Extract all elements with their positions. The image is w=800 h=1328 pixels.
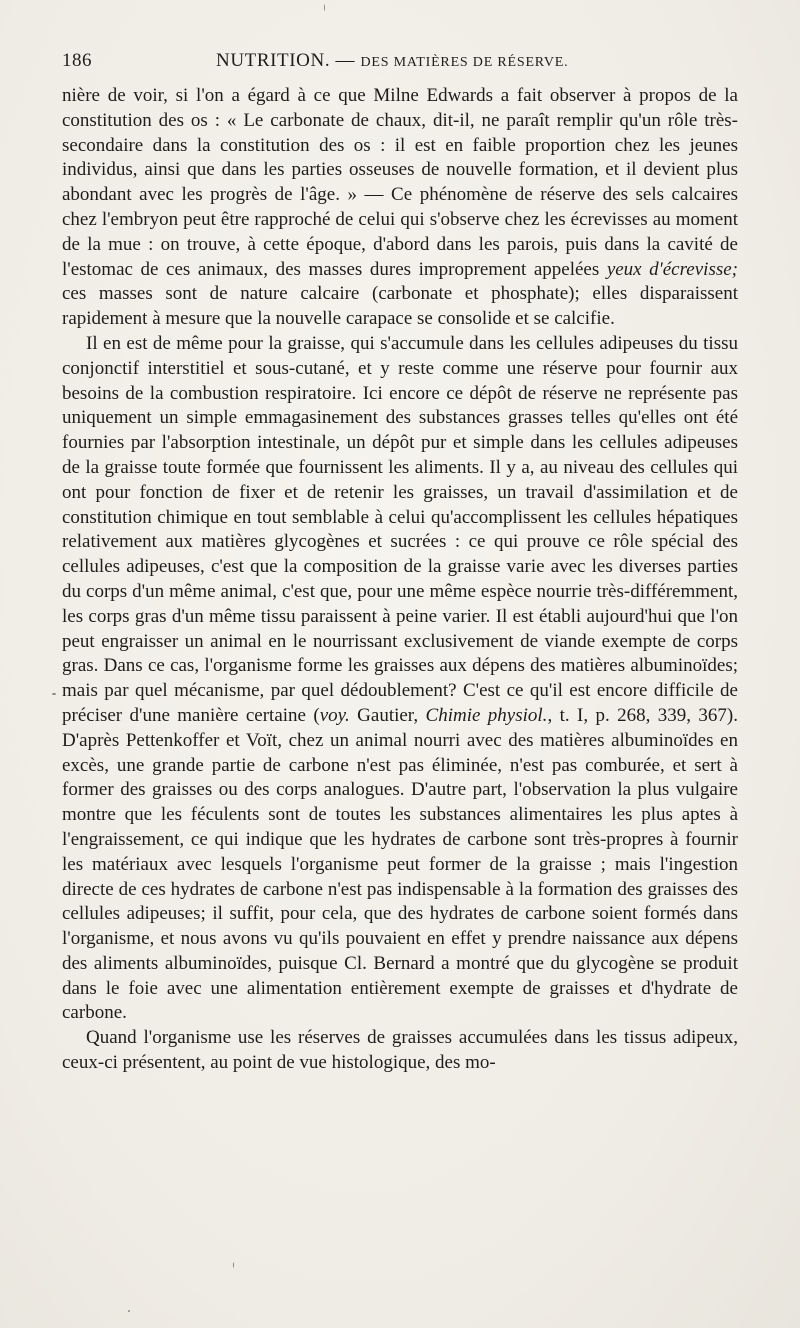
running-title-main: NUTRITION. [216, 50, 331, 71]
paragraph-1 [62, 84, 738, 332]
paragraph-2-text-c: , t. I, p. 268, 339, 367). D'après Pettenkoffer et Voït, chez un animal nourri avec des matières albuminoïdes en excès, une grande partie de carbone n'est pas éliminée, n'est pas comburée, et sert à former des graisses ou des corps analogues. D'autre part, l'observation la plus vulgaire montre que les féculents sont de toutes les substances alimentaires les plus aptes à l'engraissement, ce qui indique que les hydrates de carbone sont très-propres à fournir les matériaux avec lesquels l'organisme peut former de la graisse ; mais l'ingestion directe de ces hydrates de carbone n'est pas indispensable à la formation des graisses des cellules adipeuses; il suffit, pour cela, que des hydrates de carbone soient formés dans l'organisme, et nous avons vu qu'ils pouvaient en effet y prendre naissance aux dépens des aliments albuminoïdes, puisque Cl. Bernard a montré que du glycogène se produit dans le foie avec une alimentation entièrement exempte de graisses et d'hydrate de carbone. [62, 704, 738, 1024]
paper-speck [324, 4, 325, 11]
running-title-dash: — [335, 50, 356, 71]
body-text [62, 84, 738, 1076]
running-title-sub: DES MATIÈRES DE RÉSERVE. [360, 55, 569, 70]
paragraph-2-italic-chimie: Chimie physiol. [425, 704, 548, 726]
paragraph-2 [62, 332, 738, 1026]
paper-speck [233, 1262, 234, 1268]
paper-speck [128, 1310, 130, 1312]
paragraph-1-text-b: ces masses sont de nature calcaire (carbonate et phosphate); elles disparaissent rapidement à mesure que la nouvelle carapace se consolide et se calcifie. [62, 283, 738, 330]
paragraph-1-text-a: nière de voir, si l'on a égard à ce que Milne Edwards a fait observer à propos de la constitution des os : « Le carbonate de chaux, dit-il, ne paraît remplir qu'un rôle très-secondaire dans la constitution des os : il est en faible proportion chez les jeunes individus, ainsi que dans les parties osseuses de nouvelle formation, et il devient plus abondant avec les progrès de l'âge. » — Ce phénomène de réserve des sels calcaires chez l'embryon peut être rapproché de celui qui s'observe chez les écrevisses au moment de la mue : on trouve, à cette époque, d'abord dans les parois, puis dans la cavité de l'estomac de ces animaux, des masses dures improprement appelées [62, 85, 738, 280]
paragraph-2-italic-voy: voy. [319, 704, 350, 726]
running-title [216, 50, 568, 72]
paragraph-2-text-b: Gautier, [349, 704, 426, 726]
page-number: 186 [62, 50, 92, 71]
page-header [62, 48, 738, 74]
paragraph-1-italic: yeux d'écrevisse; [606, 258, 738, 280]
paragraph-3-text: Quand l'organisme use les réserves de graisses accumulées dans les tissus adipeux, ceux-ci présentent, au point de vue histologique, des mo- [62, 1027, 738, 1074]
paper-speck [52, 693, 56, 695]
paragraph-3 [62, 1026, 738, 1076]
paragraph-2-text-a: Il en est de même pour la graisse, qui s'accumule dans les cellules adipeuses du tissu conjonctif interstitiel et sous-cutané, et y reste comme une réserve pour fournir aux besoins de la combustion respiratoire. Ici encore ce dépôt de réserve ne représente pas uniquement un simple emmagasinement des substances grasses telles qu'elles ont été fournies par l'absorption intestinale, un dépôt pur et simple dans les cellules adipeuses de la graisse toute formée que fournissent les aliments. Il y a, au niveau des cellules qui ont pour fonction de fixer et de retenir les graisses, un travail d'assimilation et de constitution chimique en tout semblable à celui qu'accomplissent les cellules hépatiques relativement aux matières glycogènes et sucrées : ce qui prouve ce rôle spécial des cellules adipeuses, c'est que la composition de la graisse varie avec les diverses parties du corps d'un même animal, c'est que, pour une même espèce nourrie très-différemment, les corps gras d'un même tissu paraissent à peine varier. Il est établi aujourd'hui que l'on peut engraisser un animal en le nourrissant exclusivement de viande exempte de corps gras. Dans ce cas, l'organisme forme les graisses aux dépens des matières albuminoïdes; mais par quel mécanisme, par quel dédoublement? C'est ce qu'il est encore difficile de préciser d'une manière certaine ( [62, 332, 738, 726]
